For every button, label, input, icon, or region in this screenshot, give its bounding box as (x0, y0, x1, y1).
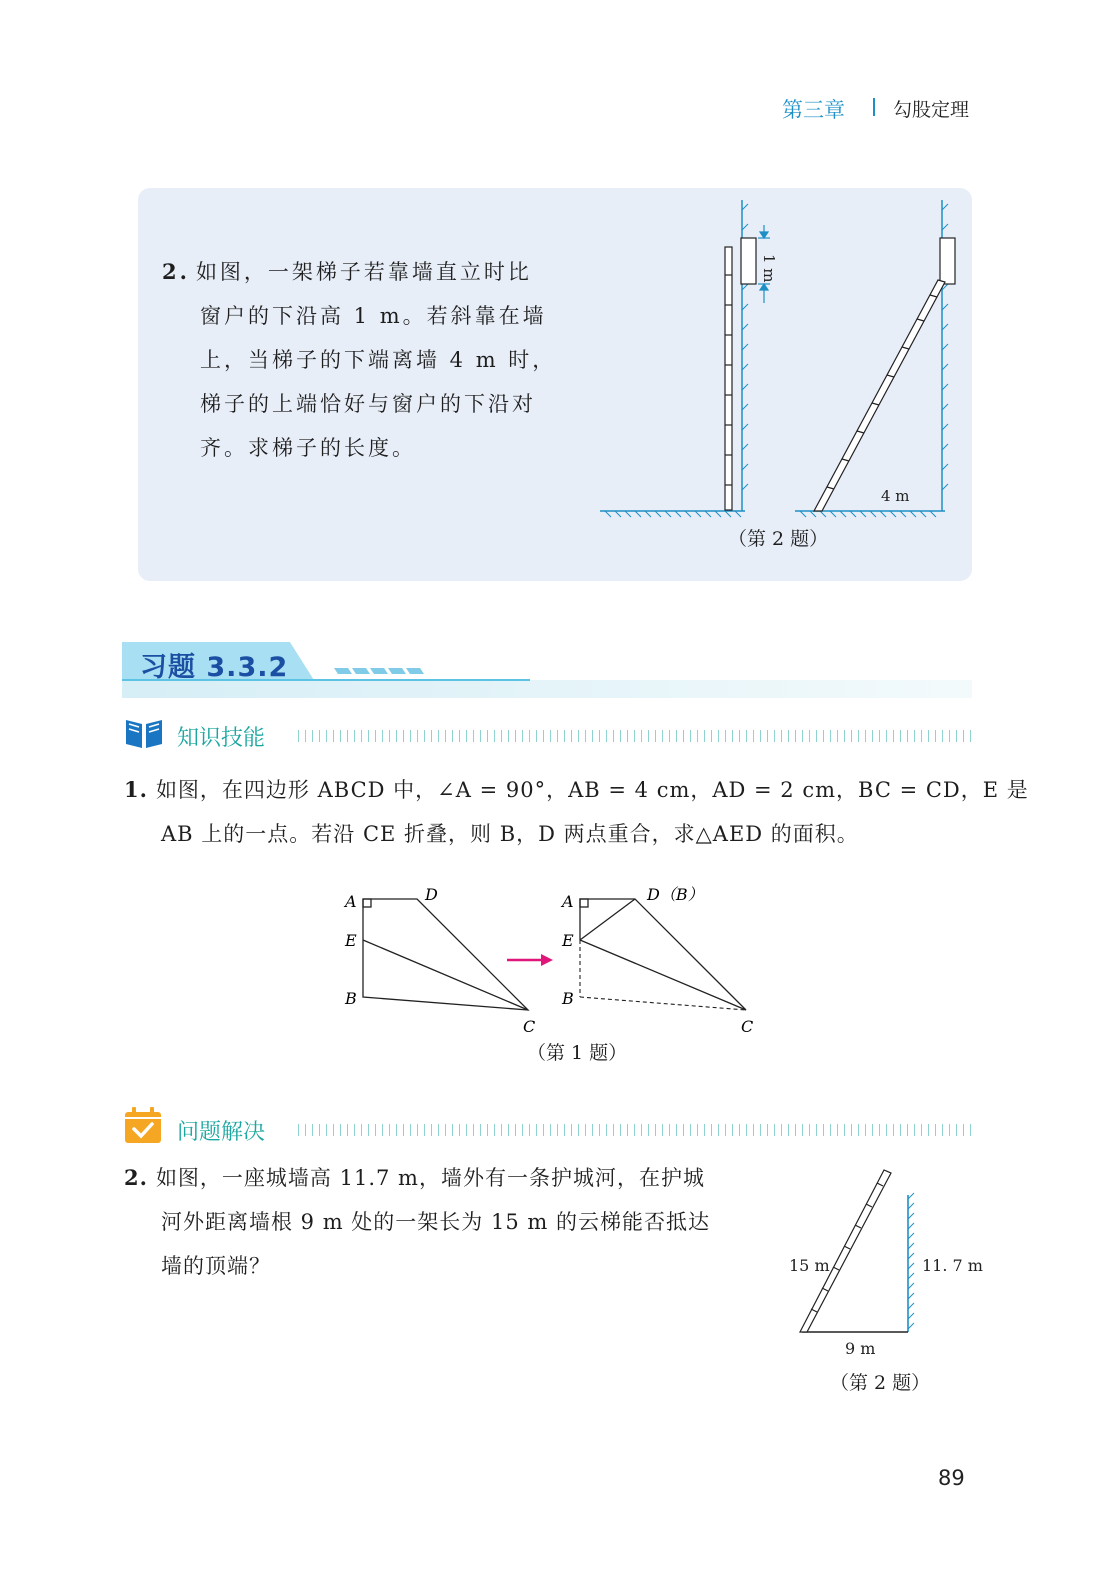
arrow-icon (507, 954, 553, 966)
label-DB: D（B） (647, 885, 704, 904)
label-4m: 4 m (881, 487, 910, 505)
problem-1-caption: （第 1 题） (527, 1042, 628, 1064)
exercise-title: 习题 3.3.2 (140, 652, 289, 683)
problem-line: 如图，一座城墙高 11.7 m，墙外有一条护城河，在护城 (155, 1166, 705, 1190)
problem-line: 窗户的下沿高 1 m。若斜靠在墙 (200, 304, 547, 328)
city-wall-figure (780, 1165, 990, 1365)
ground-and-walls (600, 200, 945, 511)
label-15m: 15 m (789, 1256, 830, 1275)
label-E: E (345, 931, 357, 950)
problem-number: 2. (124, 1165, 148, 1190)
problem-line: 梯子的上端恰好与窗户的下沿对 (200, 392, 536, 416)
book-icon (124, 716, 164, 750)
chapter-label: 第三章 (782, 98, 845, 122)
label-C: C (741, 1017, 754, 1036)
window-left (741, 238, 756, 284)
label-E: E (562, 931, 574, 950)
box-figure-caption: （第 2 题） (728, 528, 829, 550)
label-9m: 9 m (845, 1339, 876, 1358)
label-A: A (562, 892, 574, 911)
label-11-7m: 11. 7 m (922, 1256, 983, 1275)
ladder-window-figure (595, 195, 965, 525)
quadrilateral-left (363, 899, 528, 1010)
slanted-ladder (814, 280, 945, 511)
page-number: 89 (938, 1466, 965, 1490)
label-B: B (345, 989, 357, 1008)
window-right (940, 238, 955, 284)
cloud-ladder (800, 1170, 891, 1332)
box-problem-text (162, 250, 582, 470)
problem-line: 上，当梯子的下端离墙 4 m 时， (200, 348, 557, 372)
knowledge-section-label: 知识技能 (177, 726, 266, 751)
problem-number: 1. (124, 777, 148, 802)
problem-line: 齐。求梯子的长度。 (200, 436, 416, 460)
problem-number: 2. (162, 259, 190, 284)
problem-line: 墙的顶端？ (161, 1254, 271, 1278)
label-D: D (425, 885, 438, 904)
label-C: C (523, 1017, 536, 1036)
upright-ladder (725, 247, 732, 510)
wall-hatching (908, 1193, 914, 1329)
solving-section-label: 问题解决 (177, 1120, 266, 1145)
header-divider (873, 98, 875, 116)
chapter-title: 勾股定理 (893, 99, 970, 121)
label-B: B (562, 989, 574, 1008)
problem-line: AB 上的一点。若沿 CE 折叠，则 B，D 两点重合，求△AED 的面积。 (161, 822, 859, 846)
problem-2-caption: （第 2 题） (830, 1372, 931, 1394)
label-1m: 1 m (760, 254, 778, 283)
problem-2-text (124, 1156, 774, 1288)
problem-line: 如图，一架梯子若靠墙直立时比 (195, 260, 532, 284)
problem-line: 如图，在四边形 ABCD 中，∠A = 90°，AB = 4 cm，AD = 2 cm，BC = CD，E 是 (155, 778, 1029, 802)
problem-1-text (124, 768, 1029, 856)
problem-line: 河外距离墙根 9 m 处的一架长为 15 m 的云梯能否抵达 (161, 1210, 710, 1234)
fold-figure (335, 880, 775, 1040)
calendar-check-icon (124, 1106, 162, 1144)
section-dots (298, 730, 972, 742)
quadrilateral-right (580, 899, 746, 1010)
label-A: A (345, 892, 357, 911)
section-dots (298, 1124, 972, 1136)
